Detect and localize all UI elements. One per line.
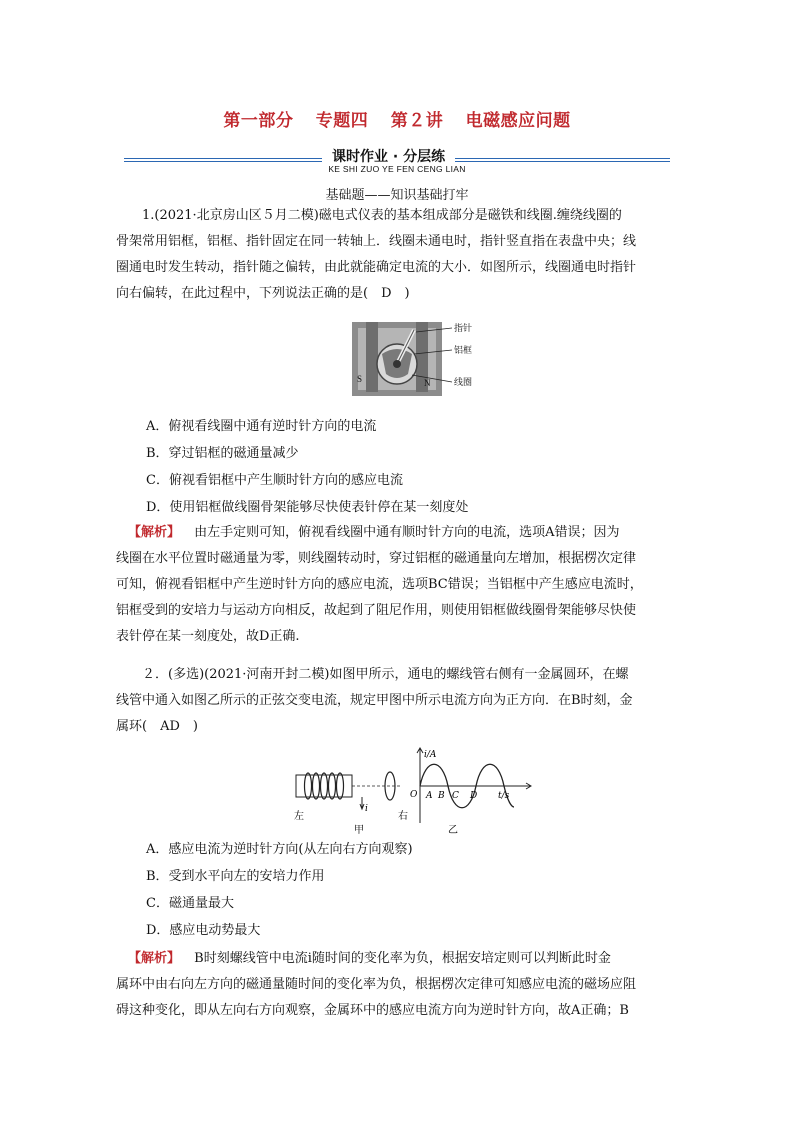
q1-line-2: 骨架常用铝框，铝框、指针固定在同一转轴上．线圈未通电时，指针竖直指在表盘中央；线 <box>116 234 637 249</box>
q2-option-a: A．感应电流为逆时针方向(从左向右方向观察) <box>146 842 413 857</box>
title-part: 第一部分 <box>223 111 294 131</box>
q1-line-3: 圈通电时发生转动，指针随之偏转，由此就能确定电流的大小．如图所示，线圈通电时指针 <box>116 260 637 275</box>
q2-option-c: C．磁通量最大 <box>146 896 234 911</box>
q1-analysis-line-4: 铝框受到的安培力与运动方向相反，故起到了阻尼作用，则使用铝框做线圈骨架能够尽快使 <box>116 603 637 618</box>
label-left: 左 <box>294 811 304 822</box>
title-subject: 电磁感应问题 <box>465 111 571 131</box>
galvanometer-figure <box>352 320 482 398</box>
label-pointer: 指针 <box>454 324 473 334</box>
q2-analysis-line-2: 属环中由右向左方向的磁通量随时间的变化率为负，根据楞次定律可知感应电流的磁场应阻 <box>116 977 637 992</box>
q1-analysis-line-5: 表针停在某一刻度处，故D正确. <box>116 629 300 644</box>
question-2-stem <box>116 662 676 688</box>
solenoid-coils <box>305 773 344 799</box>
q2-line-2: 线管中通入如图乙所示的正弦交变电流，规定甲图中所示电流方向为正方向．在B时刻，金 <box>116 693 633 708</box>
homework-banner <box>124 147 670 177</box>
page-title <box>0 106 794 131</box>
label-point-a: A <box>426 791 433 801</box>
label-point-d: D <box>470 791 478 801</box>
q1-analysis <box>116 520 676 650</box>
label-right: 右 <box>398 811 408 822</box>
label-jia: 甲 <box>354 825 364 836</box>
q1-analysis-line-3: 可知，俯视看铝框中产生逆时针方向的感应电流，选项BC错误；当铝框中产生感应电流时， <box>116 577 643 592</box>
q2-analysis-tag: 【解析】 <box>128 951 181 966</box>
label-xlabel: t/s <box>498 791 510 801</box>
question-2-stem-cont <box>116 688 676 740</box>
label-ylabel: i/A <box>424 750 437 760</box>
label-frame: 铝框 <box>454 346 473 356</box>
solenoid-and-current-figure <box>290 745 550 837</box>
q1-option-d: D．使用铝框做线圈骨架能够尽快使表针停在某一刻度处 <box>146 500 469 515</box>
q1-option-b: B．穿过铝框的磁通量减少 <box>146 446 299 461</box>
q2-line-3: 属环( AD ) <box>116 719 198 734</box>
label-point-c: C <box>452 791 459 801</box>
magnet-left <box>366 322 378 392</box>
pole-n: N <box>424 378 431 388</box>
pole-s: S <box>357 374 363 384</box>
title-lecture: 第２讲 <box>390 111 444 131</box>
q1-option-a: A．俯视看线圈中通有逆时针方向的电流 <box>146 419 377 434</box>
label-point-b: B <box>438 791 445 801</box>
question-1-stem <box>116 203 676 229</box>
label-origin: O <box>410 790 418 800</box>
q2-analysis <box>116 946 676 1024</box>
banner-pinyin: KE SHI ZUO YE FEN CENG LIAN <box>328 164 466 174</box>
q1-analysis-line-1: 由左手定则可知，俯视看线圈中通有顺时针方向的电流，选项A错误；因为 <box>194 525 620 540</box>
pivot <box>393 360 401 368</box>
title-topic: 专题四 <box>315 111 369 131</box>
q1-option-c: C．俯视看铝框中产生顺时针方向的感应电流 <box>146 473 403 488</box>
q1-line-1: 1.(2021·北京房山区５月二模)磁电式仪表的基本组成部分是磁铁和线圈.缠绕线圈的 <box>142 208 622 223</box>
q1-analysis-tag: 【解析】 <box>128 525 181 540</box>
section-heading: 基础题——知识基础打牢 <box>325 188 469 203</box>
label-current: i <box>365 804 368 814</box>
q2-option-d: D．感应电动势最大 <box>146 923 261 938</box>
q1-line-4: 向右偏转，在此过程中，下列说法正确的是( D ) <box>116 286 410 301</box>
q1-analysis-line-2: 线圈在水平位置时磁通量为零，则线圈转动时，穿过铝框的磁通量向左增加，根据楞次定律 <box>116 551 637 566</box>
q2-option-b: B．受到水平向左的安培力作用 <box>146 869 325 884</box>
label-yi: 乙 <box>448 825 458 836</box>
q2-line-1: ２．(多选)(2021·河南开封二模)如图甲所示，通电的螺线管右侧有一金属圆环，在螺 <box>142 667 629 682</box>
q2-analysis-line-3: 碍这种变化，即从左向右方向观察，金属环中的感应电流方向为逆时针方向，故A正确；B <box>116 1003 629 1018</box>
question-1-stem-cont <box>116 229 676 307</box>
label-coil: 线圈 <box>454 378 473 388</box>
banner-label: 课时作业 · 分层练 <box>322 146 455 166</box>
q2-analysis-line-1: B时刻螺线管中电流i随时间的变化率为负，根据安培定则可以判断此时金 <box>194 951 611 966</box>
